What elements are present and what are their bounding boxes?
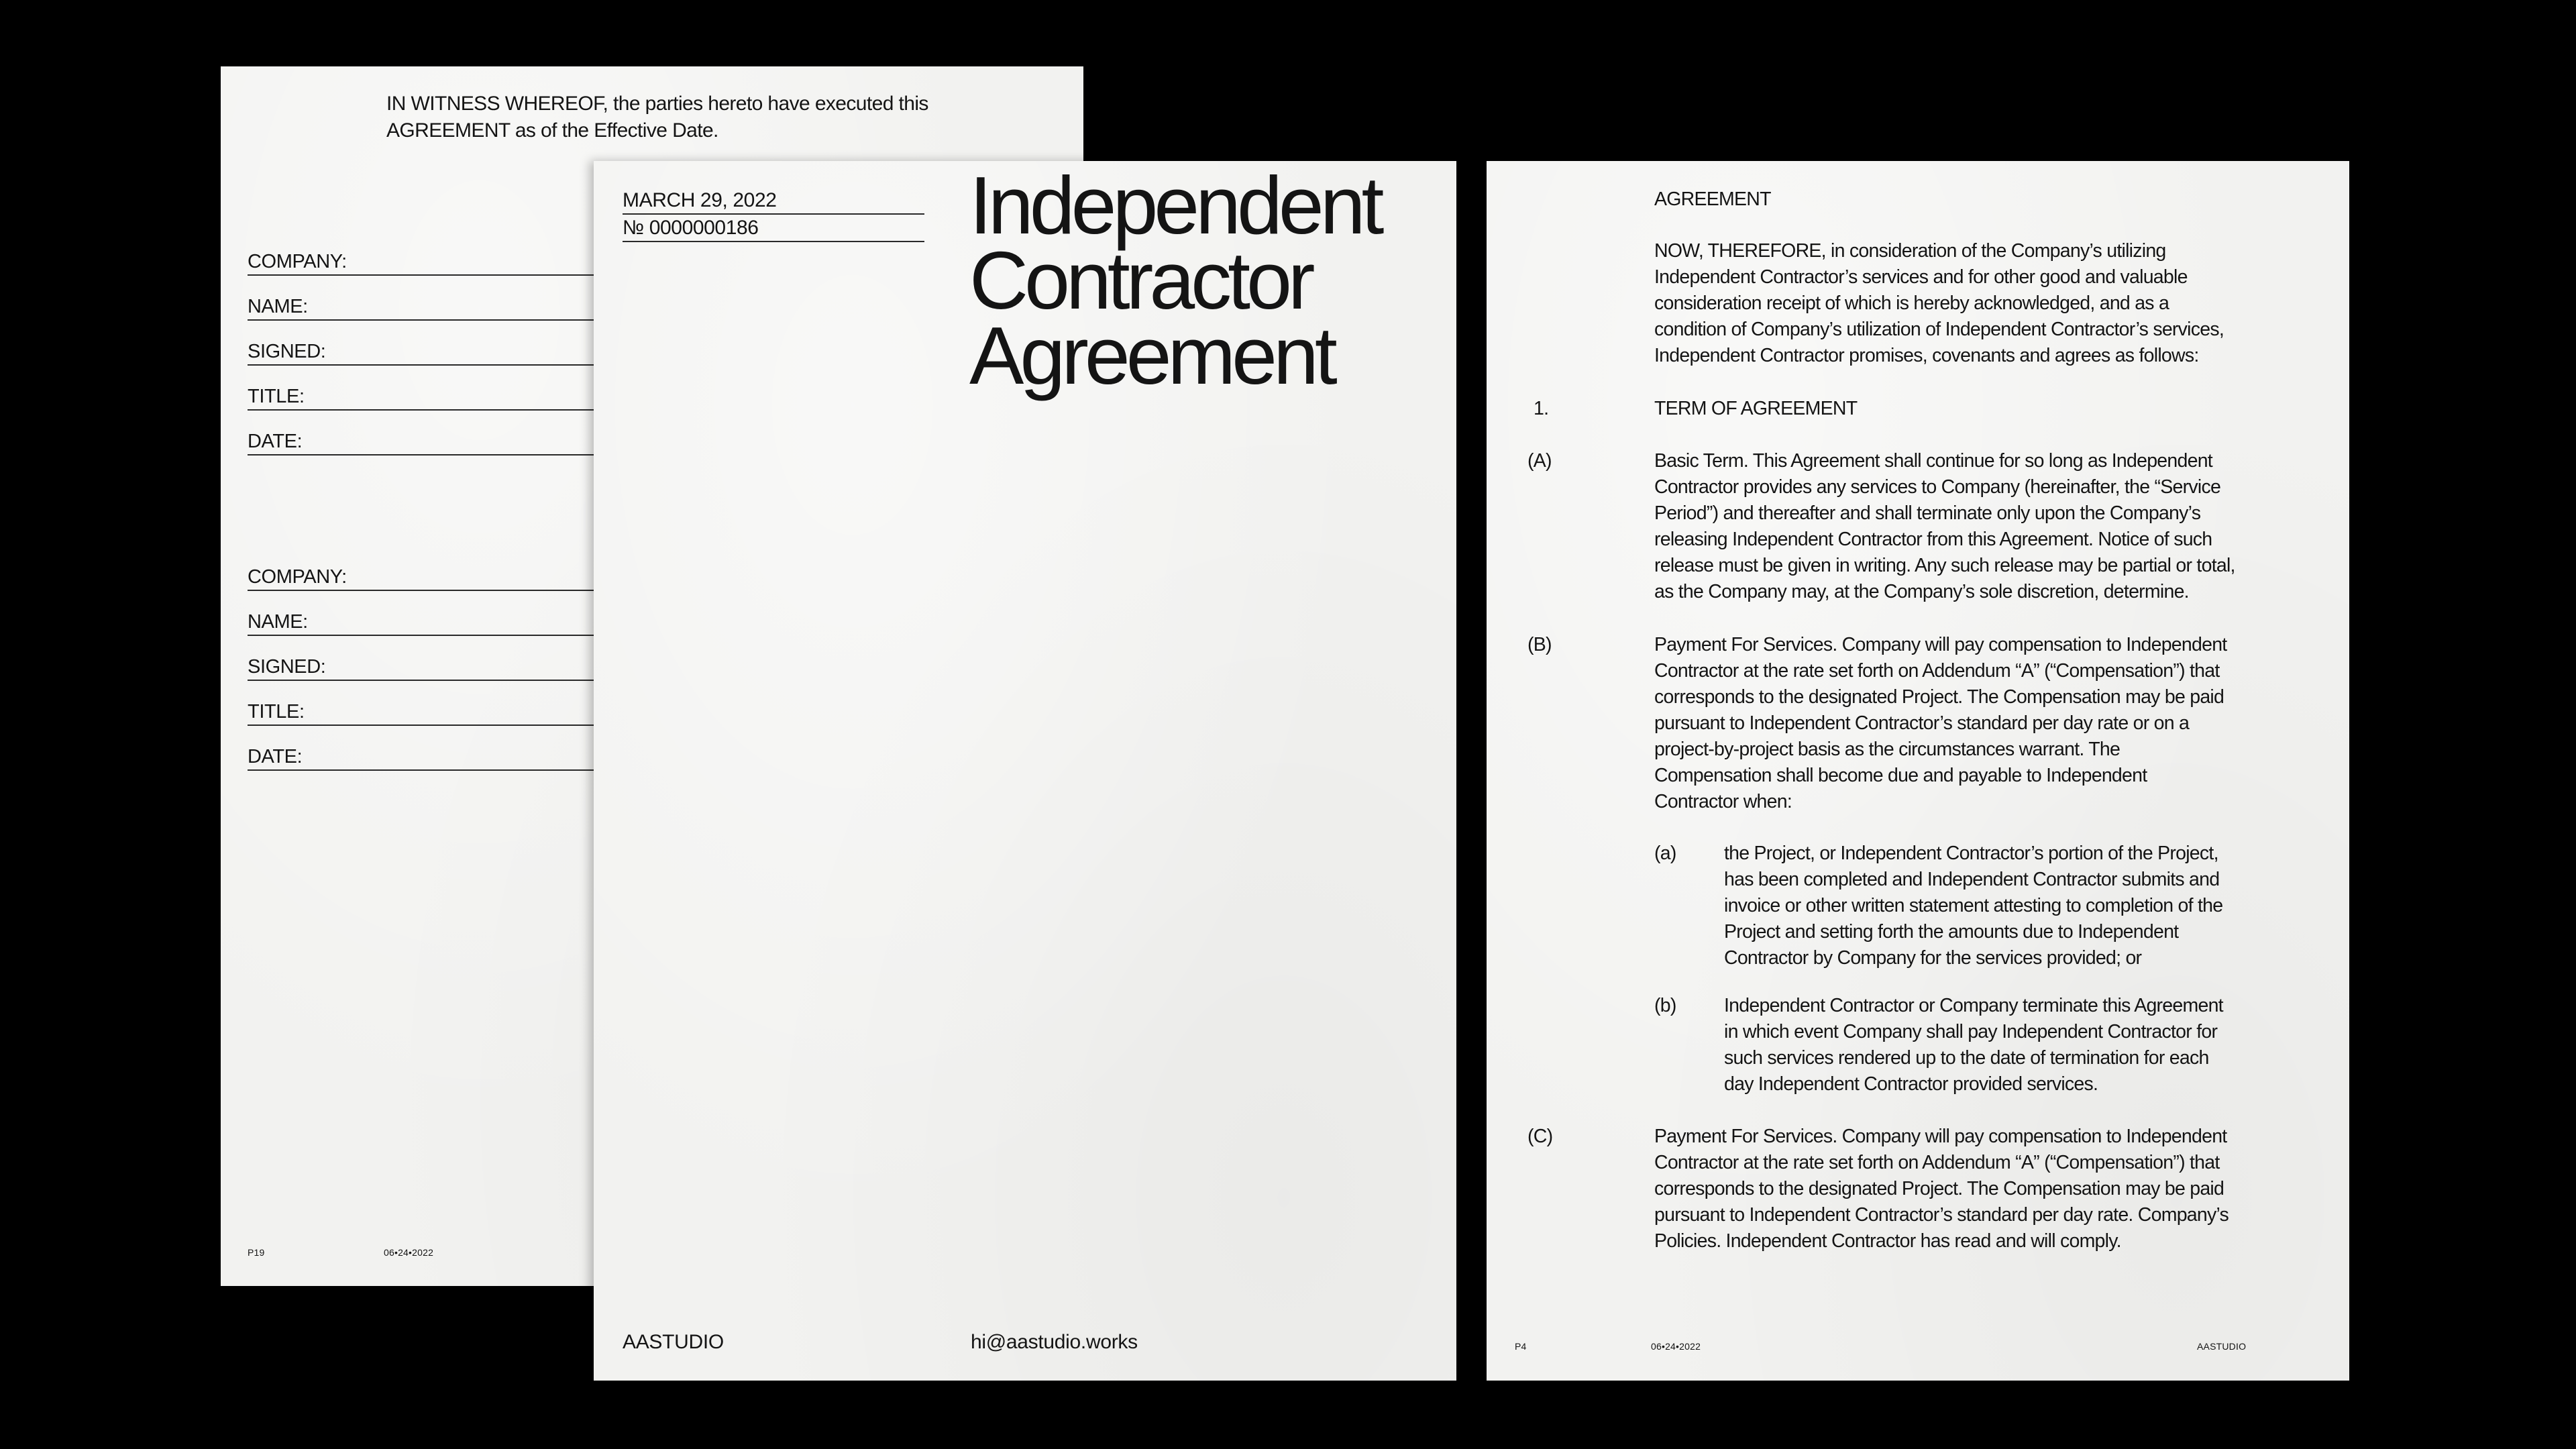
text-line: project-by-project basis as the circumstances warrant. The: [1654, 739, 2121, 760]
signed-field[interactable]: [248, 654, 623, 681]
text-line: Contractor at the rate set forth on Addendum “A” (“Compensation”) that: [1654, 660, 2220, 682]
text-line: Contractor by Company for the services provided; or: [1724, 947, 2142, 969]
company-field[interactable]: [248, 249, 623, 276]
clause-c: [1654, 1124, 2325, 1254]
text-line: Independent Contractor or Company terminate this Agreement: [1724, 995, 2223, 1016]
field-label: TITLE:: [248, 701, 305, 722]
clause-marker: (C): [1527, 1126, 1553, 1147]
date-field[interactable]: [248, 429, 623, 455]
title-field[interactable]: [248, 384, 623, 411]
date-field[interactable]: [248, 744, 623, 771]
page-number: P19: [248, 1247, 265, 1258]
text-line: corresponds to the designated Project. The Compensation may be paid: [1654, 1178, 2224, 1199]
text-line: such services rendered up to the date of termination for each: [1724, 1047, 2209, 1069]
page-number: P4: [1515, 1341, 1527, 1352]
text-line: releasing Independent Contractor from this Agreement. Notice of such: [1654, 529, 2212, 550]
text-line: Compensation shall become due and payable to Independent: [1654, 765, 2147, 786]
text-line: as the Company may, at the Company’s sole discretion, determine.: [1654, 581, 2189, 602]
studio-name: AASTUDIO: [2197, 1341, 2247, 1352]
clause-marker: (A): [1527, 450, 1552, 472]
section-title: TERM OF AGREEMENT: [1654, 398, 1858, 419]
text-line: release must be given in writing. Any such release may be partial or total,: [1654, 555, 2235, 576]
text-line: Contractor at the rate set forth on Addendum “A” (“Compensation”) that: [1654, 1152, 2220, 1173]
cover-page: [594, 161, 1456, 1381]
text-line: Payment For Services. Company will pay compensation to Independent: [1654, 634, 2227, 655]
witness-line: IN WITNESS WHEREOF, the parties hereto have executed this: [386, 93, 928, 115]
title-line: Independent: [969, 161, 1381, 251]
intro-paragraph: [1654, 238, 2325, 369]
field-label: COMPANY:: [248, 251, 347, 272]
field-label: SIGNED:: [248, 656, 326, 678]
witness-statement: [386, 91, 990, 144]
title-field[interactable]: [248, 699, 623, 726]
text-line: Project and setting forth the amounts due to Independent: [1724, 921, 2179, 943]
contact-email[interactable]: hi@aastudio.works: [971, 1331, 1138, 1353]
text-line: pursuant to Independent Contractor’s standard per day rate or on a: [1654, 712, 2190, 734]
text-line: in which event Company shall pay Independent Contractor for: [1724, 1021, 2218, 1042]
text-line: Contractor provides any services to Company (hereinafter, the “Service: [1654, 476, 2221, 498]
terms-page: [1487, 161, 2349, 1381]
text-line: invoice or other written statement attesting to completion of the: [1724, 895, 2223, 916]
company-field[interactable]: [248, 564, 623, 591]
text-line: Payment For Services. Company will pay compensation to Independent: [1654, 1126, 2227, 1147]
name-field[interactable]: [248, 294, 623, 321]
text-line: the Project, or Independent Contractor’s portion of the Project,: [1724, 843, 2218, 864]
text-line: consideration receipt of which is hereby acknowledged, and as a: [1654, 292, 2169, 314]
clause-a: [1654, 448, 2325, 605]
field-label: DATE:: [248, 746, 303, 767]
section-heading: AGREEMENT: [1654, 189, 1771, 210]
clause-marker: (B): [1527, 634, 1552, 655]
subclause-a: [1724, 841, 2328, 971]
agreement-date: MARCH 29, 2022: [623, 188, 924, 215]
subclause-marker: (a): [1654, 843, 1676, 864]
studio-name: AASTUDIO: [623, 1331, 724, 1353]
subclause-b: [1724, 993, 2328, 1097]
section-number: 1.: [1534, 398, 1549, 419]
page-date: 06•24•2022: [1651, 1341, 1701, 1352]
text-line: has been completed and Independent Contractor submits and: [1724, 869, 2220, 890]
witness-line: AGREEMENT as of the Effective Date.: [386, 119, 718, 142]
text-line: Period”) and thereafter and shall terminate only upon the Company’s: [1654, 502, 2201, 524]
field-label: NAME:: [248, 611, 308, 633]
name-field[interactable]: [248, 609, 623, 636]
text-line: Basic Term. This Agreement shall continue for so long as Independent: [1654, 450, 2212, 472]
clause-b: [1654, 632, 2325, 815]
field-label: COMPANY:: [248, 566, 347, 588]
page-date: 06•24•2022: [384, 1247, 434, 1258]
field-label: NAME:: [248, 296, 308, 317]
text-line: NOW, THEREFORE, in consideration of the Company’s utilizing: [1654, 240, 2166, 262]
text-line: Independent Contractor promises, covenants and agrees as follows:: [1654, 345, 2199, 366]
subclause-marker: (b): [1654, 995, 1676, 1016]
field-label: SIGNED:: [248, 341, 326, 362]
title-line: Agreement: [969, 310, 1334, 401]
text-line: Contractor when:: [1654, 791, 1792, 812]
document-title: [969, 161, 1452, 401]
agreement-number: № 0000000186: [623, 215, 924, 242]
field-label: DATE:: [248, 431, 303, 452]
text-line: Policies. Independent Contractor has read and will comply.: [1654, 1230, 2121, 1252]
text-line: day Independent Contractor provided services.: [1724, 1073, 2098, 1095]
text-line: pursuant to Independent Contractor’s standard per day rate. Company’s: [1654, 1204, 2229, 1226]
title-line: Contractor: [969, 235, 1311, 326]
text-line: condition of Company’s utilization of Independent Contractor’s services,: [1654, 319, 2224, 340]
text-line: Independent Contractor’s services and for other good and valuable: [1654, 266, 2188, 288]
text-line: corresponds to the designated Project. The Compensation may be paid: [1654, 686, 2224, 708]
signed-field[interactable]: [248, 339, 623, 366]
field-label: TITLE:: [248, 386, 305, 407]
